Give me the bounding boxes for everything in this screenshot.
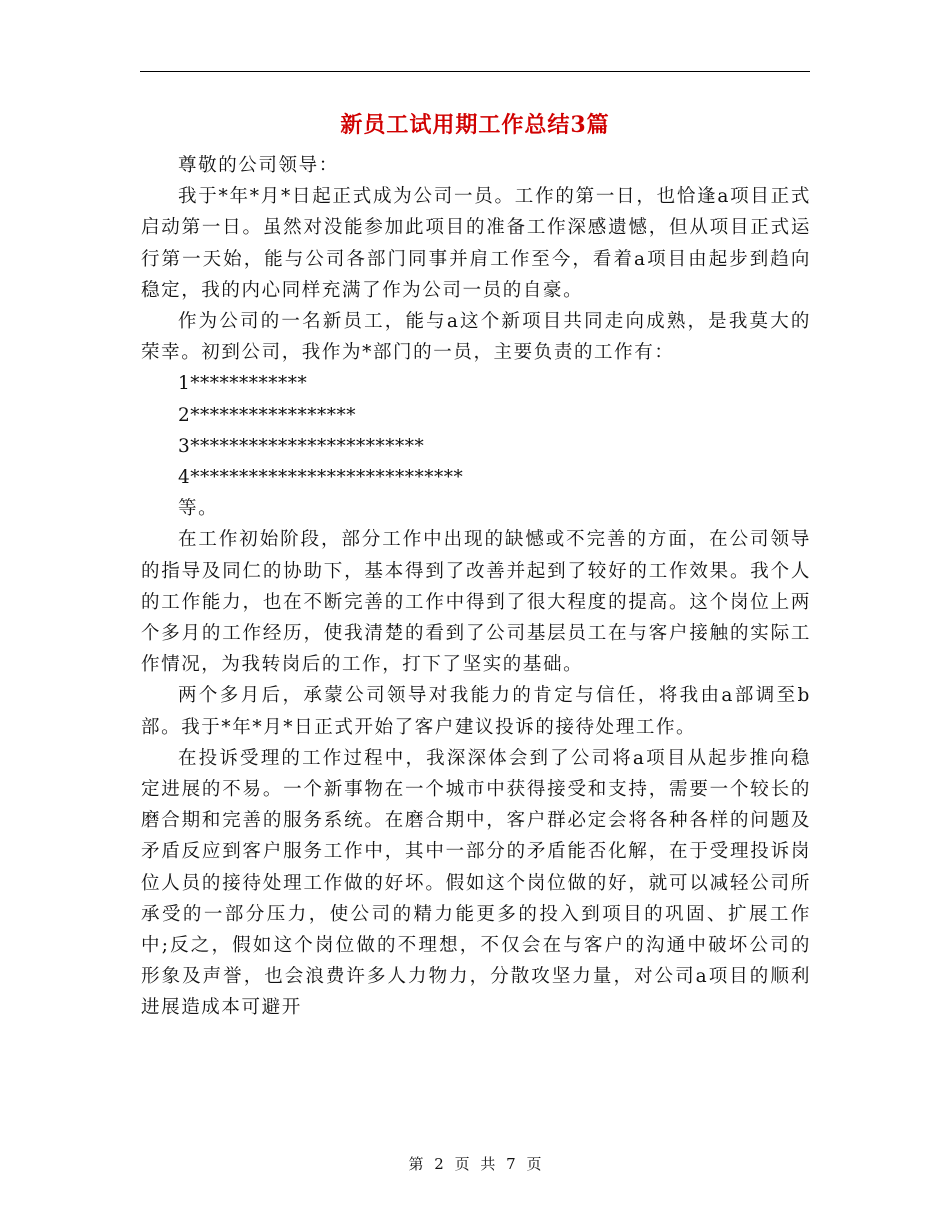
list-end: 等。 <box>178 498 219 520</box>
list-item-1: 1************ <box>178 373 308 395</box>
paragraph-intro: 我于*年*月*日起正式成为公司一员。工作的第一日，也恰逢a项目正式启动第一日。虽然对没能参加此项目的准备工作深感遗憾，但从项目正式运行第一天始，能与公司各部门同事并肩工作至今，看着a项目由起步到趋向稳定，我的内心同样充满了作为公司一员的自豪。 <box>141 186 811 301</box>
paragraph-complaints: 在投诉受理的工作过程中，我深深体会到了公司将a项目从起步推向稳定进展的不易。一个新事物在一个城市中获得接受和支持，需要一个较长的磨合期和完善的服务系统。在磨合期中，客户群必定会将各种各样的问题及矛盾反应到客户服务工作中，其中一部分的矛盾能否化解，在于受理投诉岗位人员的接待处理工作做的好坏。假如这个岗位做的好，就可以减轻公司所承受的一部分压力，使公司的精力能更多的投入到项目的巩固、扩展工作中;反之，假如这个岗位做的不理想，不仅会在与客户的沟通中破坏公司的形象及声誉，也会浪费许多人力物力，分散攻坚力量，对公司a项目的顺利进展造成本可避开 <box>141 747 811 1019</box>
paragraph-initial-stage: 在工作初始阶段，部分工作中出现的缺憾或不完善的方面，在公司领导的指导及同仁的协助下，基本得到了改善并起到了较好的工作效果。我个人的工作能力，也在不断完善的工作中得到了很大程度的提高。这个岗位上两个多月的工作经历，使我清楚的看到了公司基层员工在与客户接触的实际工作情况，为我转岗后的工作，打下了坚实的基础。 <box>141 529 811 676</box>
list-item-3: 3************************ <box>178 435 425 457</box>
header-rule <box>140 71 810 72</box>
page-number: 第 2 页 共 7 页 <box>408 1155 542 1173</box>
list-item-4: 4**************************** <box>178 467 464 489</box>
paragraph-duties: 作为公司的一名新员工，能与a这个新项目共同走向成熟，是我莫大的荣幸。初到公司，我作为*部门的一员，主要负责的工作有： <box>141 311 811 364</box>
paragraph-transfer: 两个多月后，承蒙公司领导对我能力的肯定与信任，将我由a部调至b部。我于*年*月*日正式开始了客户建议投诉的接待处理工作。 <box>141 685 811 738</box>
list-item-2: 2***************** <box>178 404 357 426</box>
page-title: 新员工试用期工作总结3篇 <box>340 112 610 138</box>
document-body <box>141 150 811 1024</box>
salutation: 尊敬的公司领导： <box>178 155 339 176</box>
